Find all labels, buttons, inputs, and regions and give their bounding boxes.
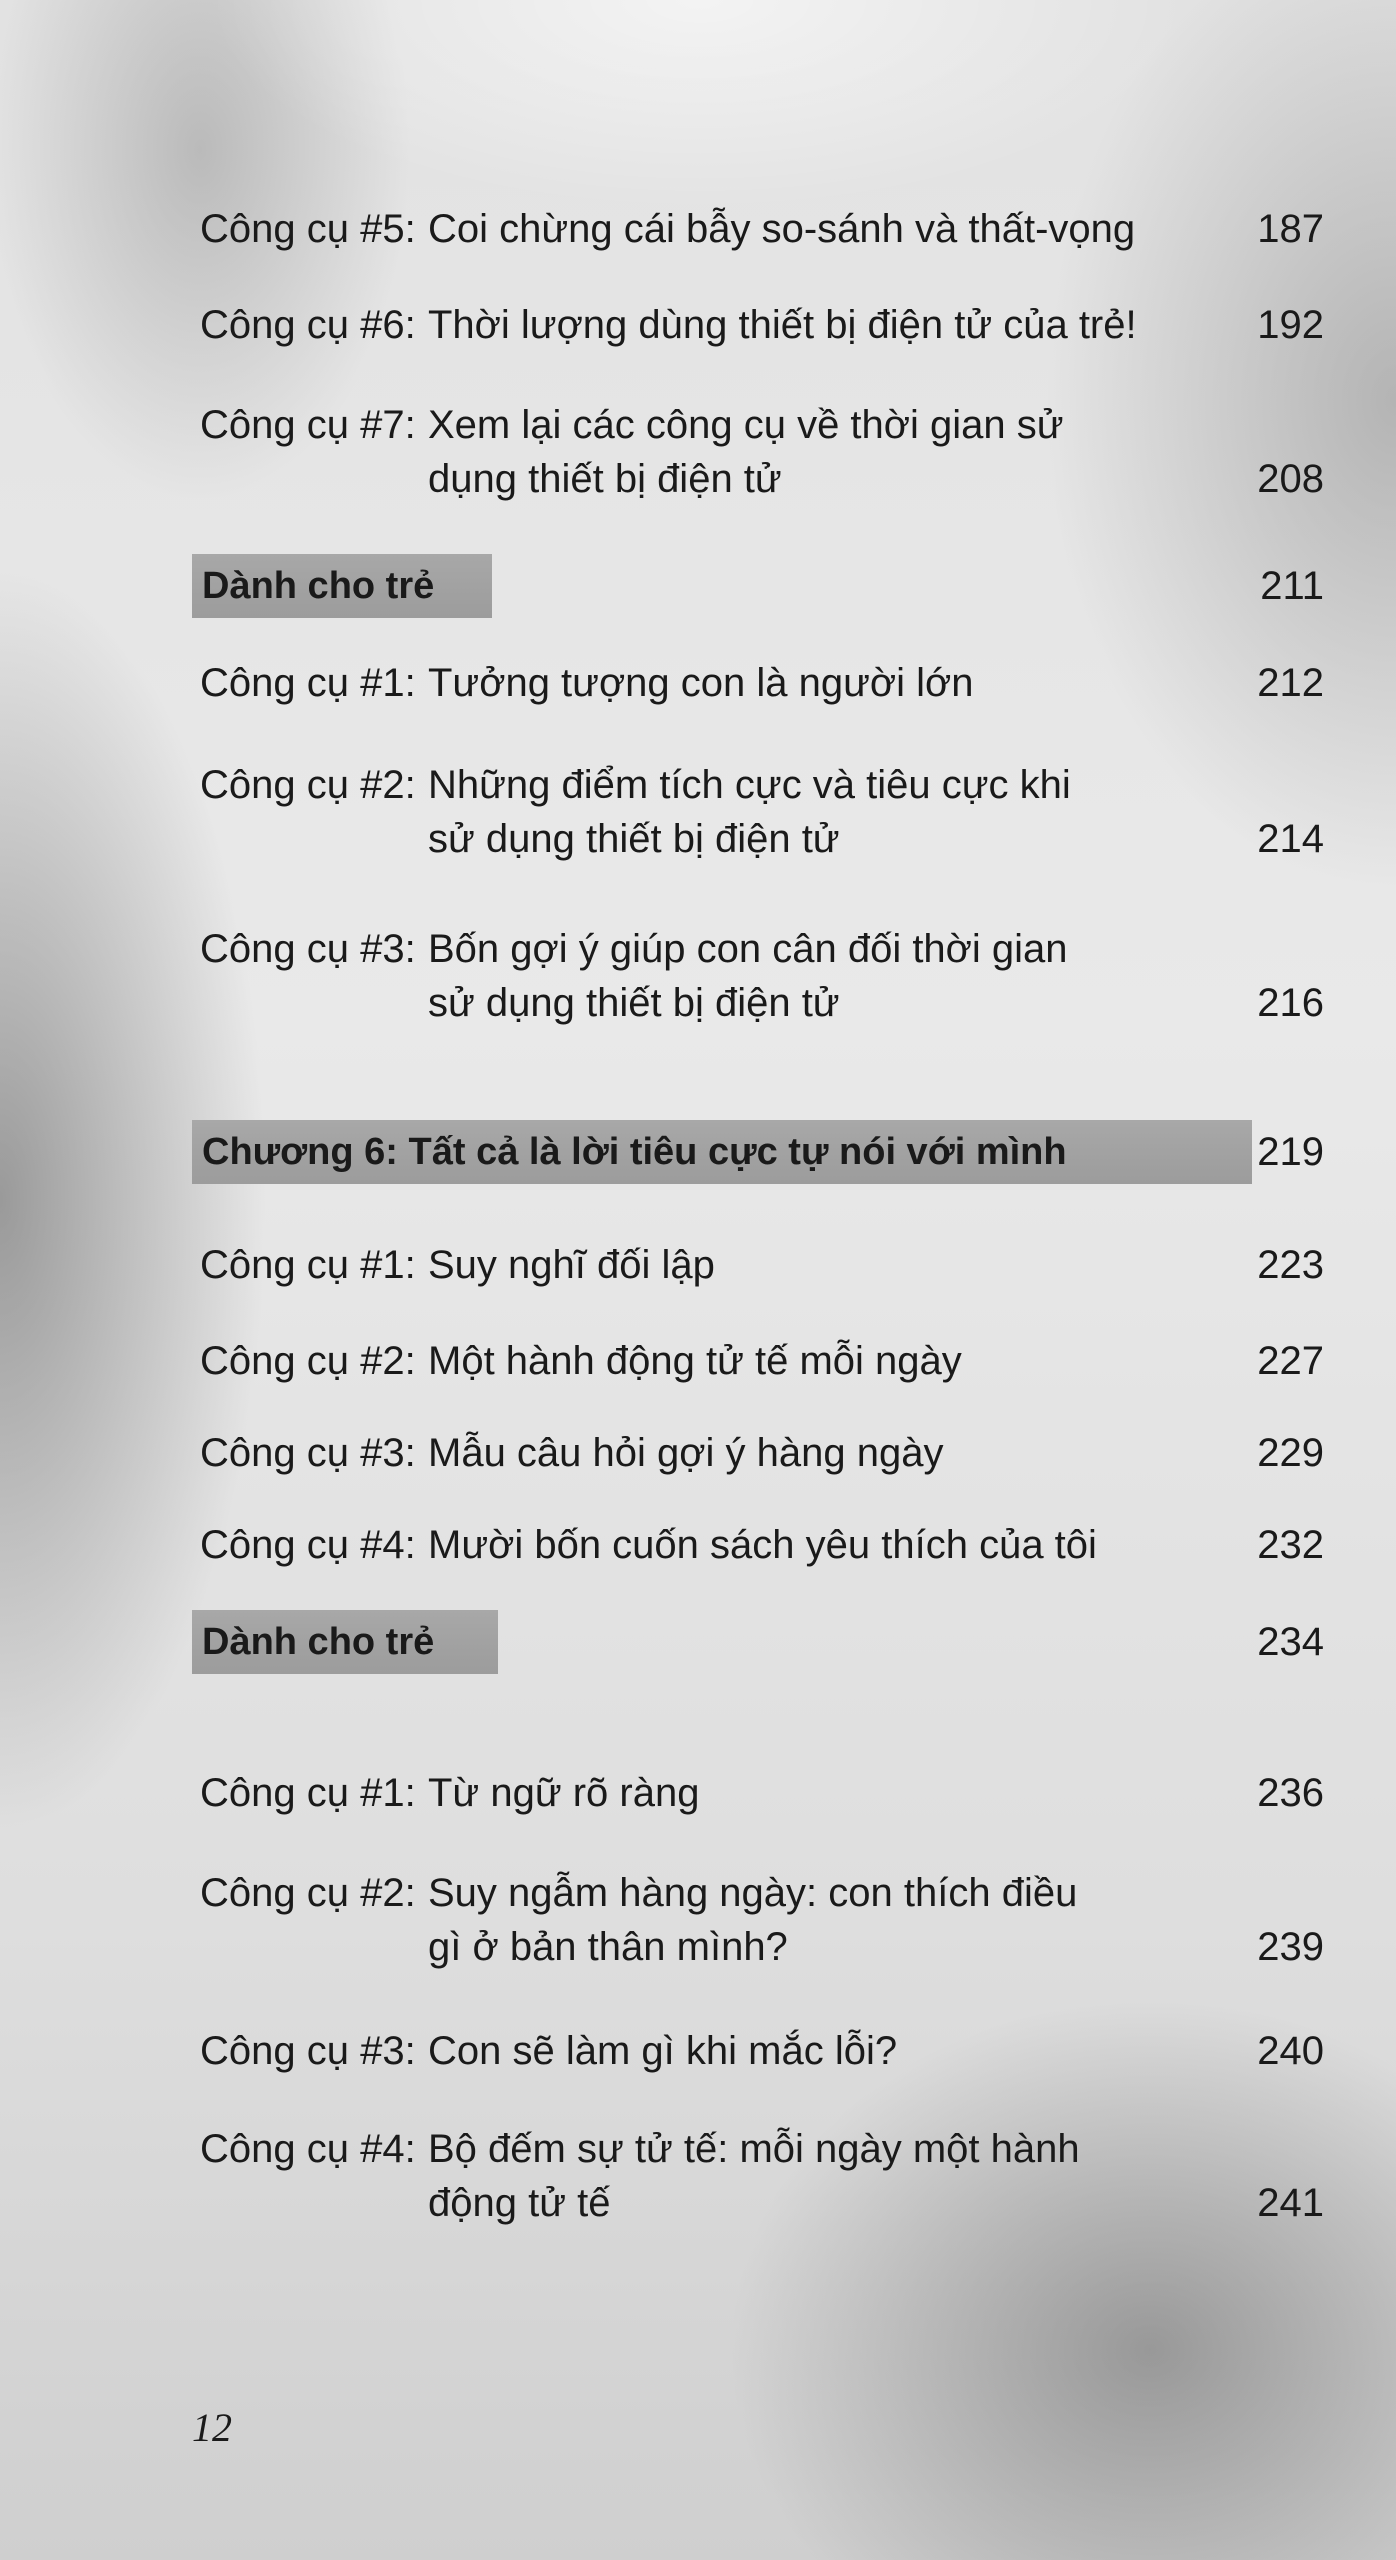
toc-entry-page: 216: [1257, 981, 1324, 1025]
toc-entry-page: 229: [1257, 1431, 1324, 1475]
toc-entry-label: Công cụ #2:: [200, 763, 416, 807]
toc-entry: [200, 1866, 1324, 1974]
toc-entry-title-line2: dụng thiết bị điện tử: [428, 457, 782, 501]
toc-entry: [200, 1518, 1324, 1572]
toc-entry-title: Một hành động tử tế mỗi ngày: [428, 1339, 962, 1383]
toc-entry: [200, 298, 1324, 352]
toc-entry-title: Coi chừng cái bẫy so-sánh và thất-vọng: [428, 207, 1136, 251]
toc-entry-title: Tưởng tượng con là người lớn: [428, 661, 974, 705]
toc-entry-page: 227: [1257, 1339, 1324, 1383]
toc-entry-title: Con sẽ làm gì khi mắc lỗi?: [428, 2029, 898, 2073]
toc-entry-title-line2: sử dụng thiết bị điện tử: [428, 817, 840, 861]
toc-entry-title-line2: sử dụng thiết bị điện tử: [428, 981, 840, 1025]
toc-entry-title: Thời lượng dùng thiết bị điện tử của trẻ!: [428, 303, 1137, 347]
toc-entry-title: Suy nghĩ đối lập: [428, 1243, 715, 1287]
toc-entry-label: Công cụ #1:: [200, 1771, 416, 1815]
page-number: 12: [192, 2405, 232, 2450]
section-page: 234: [1257, 1620, 1324, 1664]
toc-entry-title: Bốn gợi ý giúp con cân đối thời gian: [428, 927, 1068, 971]
toc-entry-title: Từ ngữ rõ ràng: [428, 1771, 700, 1815]
section-page: 211: [1260, 564, 1324, 608]
toc-entry-page: 187: [1257, 207, 1324, 251]
toc-entry: [200, 758, 1324, 866]
toc-entry-label: Công cụ #2:: [200, 1339, 416, 1383]
section-title: Dành cho trẻ: [202, 565, 435, 607]
toc-entry: [200, 1426, 1324, 1480]
toc-entry: [200, 2024, 1324, 2078]
toc-entry-title-line2: động tử tế: [428, 2181, 611, 2225]
toc-entry-page: 192: [1257, 303, 1324, 347]
chapter-page: 219: [1257, 1130, 1324, 1174]
toc-entry-page: 208: [1257, 457, 1324, 501]
toc-entry: [200, 1334, 1324, 1388]
toc-entry-page: 212: [1257, 661, 1324, 705]
toc-entry: [200, 1766, 1324, 1820]
toc-entry-title: Xem lại các công cụ về thời gian sử: [428, 403, 1064, 447]
toc-entry-page: 240: [1257, 2029, 1324, 2073]
toc-entry-label: Công cụ #7:: [200, 403, 416, 447]
toc-entry-label: Công cụ #1:: [200, 1243, 416, 1287]
toc-entry-title-line2: gì ở bản thân mình?: [428, 1925, 788, 1969]
toc-entry-label: Công cụ #3:: [200, 927, 416, 971]
toc-entry-label: Công cụ #6:: [200, 303, 416, 347]
toc-entry-page: 236: [1257, 1771, 1324, 1815]
section-heading: [192, 1610, 1324, 1674]
toc-entry: [200, 202, 1324, 256]
toc-entry-label: Công cụ #3:: [200, 1431, 416, 1475]
section-heading: [192, 554, 1324, 618]
toc-entry-label: Công cụ #4:: [200, 2127, 416, 2171]
toc-entry-title: Những điểm tích cực và tiêu cực khi: [428, 763, 1071, 807]
section-title: Dành cho trẻ: [202, 1621, 435, 1663]
toc-entry-label: Công cụ #5:: [200, 207, 416, 251]
toc-entry-page: 232: [1257, 1523, 1324, 1567]
toc-entry: [200, 1238, 1324, 1292]
toc-entry: [200, 656, 1324, 710]
toc-entry-title: Bộ đếm sự tử tế: mỗi ngày một hành: [428, 2127, 1080, 2171]
toc-entry: [200, 922, 1324, 1030]
toc-entry-page: 241: [1257, 2181, 1324, 2225]
toc-entry-page: 214: [1257, 817, 1324, 861]
toc-entry-page: 223: [1257, 1243, 1324, 1287]
toc-entry-label: Công cụ #4:: [200, 1523, 416, 1567]
toc-entry-label: Công cụ #2:: [200, 1871, 416, 1915]
toc-entry-label: Công cụ #3:: [200, 2029, 416, 2073]
toc-entry-label: Công cụ #1:: [200, 661, 416, 705]
toc-entry-page: 239: [1257, 1925, 1324, 1969]
chapter-heading: [192, 1120, 1324, 1184]
toc-entry-title: Mẫu câu hỏi gợi ý hàng ngày: [428, 1431, 944, 1475]
chapter-title: Chương 6: Tất cả là lời tiêu cực tự nói với mình: [202, 1131, 1067, 1173]
toc-entry: [200, 2122, 1324, 2230]
toc-entry-title: Mười bốn cuốn sách yêu thích của tôi: [428, 1523, 1097, 1567]
toc-entry-title: Suy ngẫm hàng ngày: con thích điều: [428, 1871, 1078, 1915]
toc-entry: [200, 398, 1324, 506]
